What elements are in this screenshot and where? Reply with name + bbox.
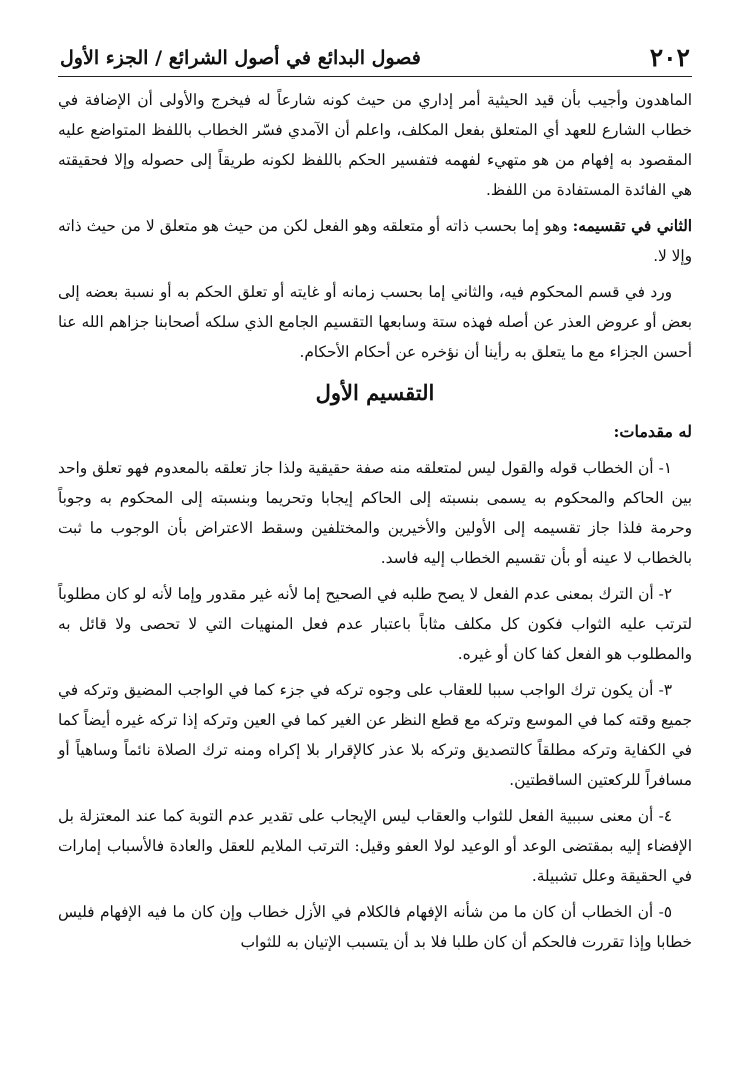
list-item-4: ٤- أن معنى سببية الفعل للثواب والعقاب ليس الإيجاب على تقدير عدم التوبة كما عند المعتزلة بل الإفضاء إليه بمقتضى الوعد أو الوعيد لولا العفو وقيل: الترتب الملايم للعقل والعادة فالأسباب إمارات في الحقيقة وعلل تشبيلة. [58,807,692,885]
list-item-2: ٢- أن الترك بمعنى عدم الفعل لا يصح طلبه في الصحيح إما لأنه غير مقدور وإما لأنه لو كان مطلوباً لترتب عليه الثواب فكون كل مكلف مثاباً باعتبار عدم فعل المنهيات التي لا تحصى ولا قائل به والمطلوب هو الفعل كفا كان أو غيره. [58,585,692,663]
paragraph-2-lead: الثاني في تقسيمه: [572,217,692,235]
section-subheading: له مقدمات: [613,422,692,441]
section-heading: التقسيم الأول [315,380,435,405]
page-number: ٢٠٢ [649,43,690,72]
header-rule [58,76,692,77]
paragraph-2 [58,211,692,271]
list-item-5: ٥- أن الخطاب أن كان ما من شأنه الإفهام فالكلام في الأزل خطاب وإن كان ما فيه الإفهام فليس خطابا وإذا تقررت فالحكم أن كان طلبا فلا بد أن يتسبب الإتيان به للثواب [58,903,692,951]
running-header [58,30,692,74]
paragraph-3: ورد في قسم المحكوم فيه، والثاني إما بحسب زمانه أو غايته أو تعلق الحكم به أو نسبة بعضه إلى بعض أو عروض العذر عن أصله فهذه ستة وسابعها التقسيم الجامع الذي سلكه أصحابنا جزاهم الله عنا أحسن الجزاء مع ما يتعلق به رأينا أن نؤخره عن أحكام الأحكام. [58,283,692,361]
list-item-1: ١- أن الخطاب قوله والقول ليس لمتعلقه منه صفة حقيقية ولذا جاز تعلقه بالمعدوم فهو تعلق واحد بين الحاكم والمحكوم به يسمى بنسبته إلى الحاكم إيجابا وتحريما وبنسبته إلى المحكوم به وجوباً وحرمة فلذا جاز تقسيمه إلى الأولين والأخيرين والمختلفين وسقط الاعتراض بأن الوجوب ما ثبت بالخطاب لا عينه أو بأن تقسيم الخطاب إليه فاسد. [58,459,692,567]
paragraph-1: الماهدون وأجيب بأن قيد الحيثية أمر إداري من حيث كونه شارعاً له فيخرج والأولى أن الإضافة في خطاب الشارع للعهد أي المتعلق بفعل المكلف، واعلم أن الآمدي فسّر الخطاب باللفظ المتواضع عليه المقصود به إفهام من هو متهيء لفهمه فتفسير الحكم باللفظ لكونه طريقاً إلى حصوله وإلا فحقيقته هي الفائدة المستفادة من اللفظ. [58,91,692,199]
running-title: فصول البدائع في أصول الشرائع / الجزء الأول [60,47,421,70]
list-item-3: ٣- أن يكون ترك الواجب سببا للعقاب على وجوه تركه في جزء كما في الواجب المضيق وتركه في جميع وقته كما في الموسع وتركه مع قطع النظر عن الغير كما في العين وتركه إذا تركه غيره أيضاً كما في الكفاية وتركه مطلقاً كالتصديق وتركه بلا عذر كالإقرار بلا إكراه ومنه ترك الصلاة نائماً وساهياً أو مسافراً للركعتين الساقطتين. [58,681,692,789]
book-page [58,30,692,1068]
paragraph-2-body: وهو إما بحسب ذاته أو متعلقه وهو الفعل لكن من حيث هو متعلق لا من حيث ذاته وإلا لا. [58,217,692,265]
